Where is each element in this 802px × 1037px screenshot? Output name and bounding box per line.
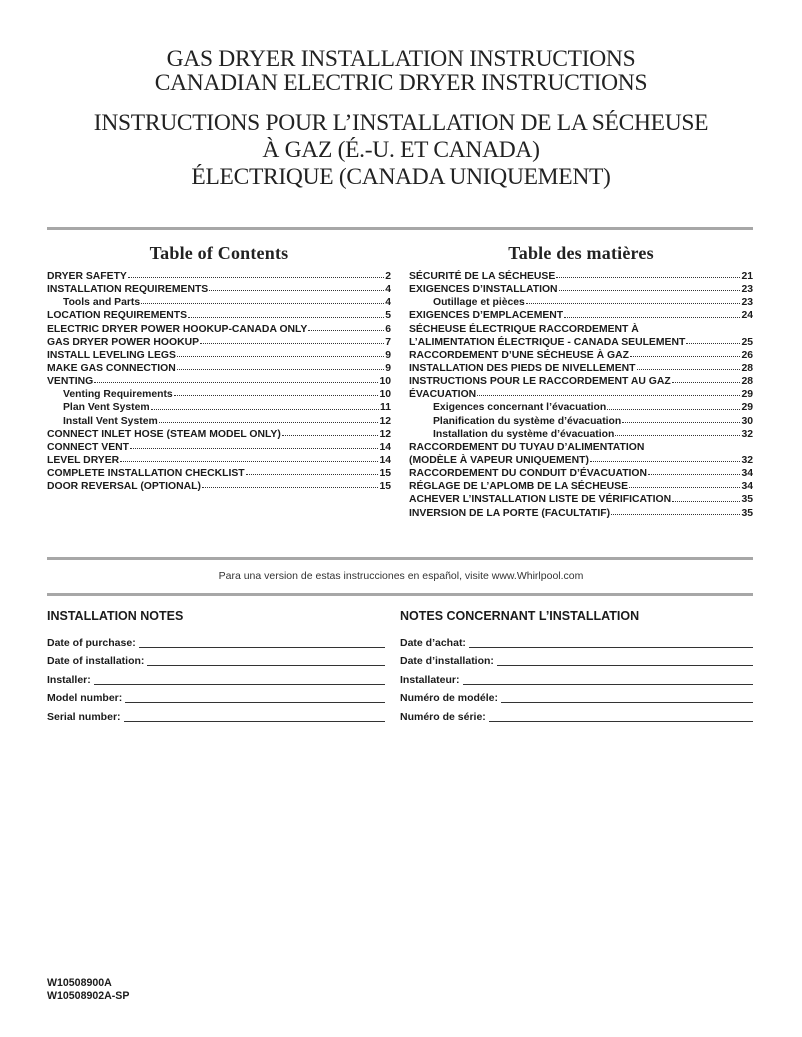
dot-leader [151, 408, 379, 410]
toc-entry-page: 10 [379, 389, 391, 401]
toc-entry-page: 12 [379, 415, 391, 427]
dot-leader [622, 421, 740, 423]
dot-leader [630, 355, 740, 357]
toc-entry[interactable] [409, 467, 753, 480]
toc-entry-label: INSTALLATION DES PIEDS DE NIVELLEMENT [409, 362, 636, 374]
toc-entry[interactable] [47, 270, 391, 283]
dot-leader [648, 473, 740, 475]
toc-entry[interactable] [47, 480, 391, 493]
toc-heading: Table of Contents [149, 243, 289, 263]
toc-entry-page: 30 [741, 415, 753, 427]
toc-entry-page: 2 [385, 271, 391, 282]
toc-entry-page: 28 [741, 362, 753, 374]
toc-entry-label: RACCORDEMENT DU TUYAU D’ALIMENTATION [409, 441, 645, 453]
document-code: W10508900A [47, 977, 112, 989]
toc-entry[interactable] [47, 283, 391, 296]
toc-entry-label: INSTALL LEVELING LEGS [47, 349, 176, 361]
dot-leader [615, 434, 740, 436]
dot-leader [637, 368, 741, 370]
toc-entry-label: GAS DRYER POWER HOOKUP [47, 336, 200, 348]
notes-field-blank-line[interactable] [489, 720, 753, 722]
notes-field-blank-line[interactable] [124, 720, 385, 722]
toc-entry[interactable] [409, 349, 753, 362]
toc-entry-page: 9 [385, 349, 391, 361]
dot-leader [120, 460, 378, 462]
toc-entry[interactable] [409, 507, 753, 520]
table-of-contents-en [47, 240, 391, 493]
notes-field-label: Numéro de modéle: [400, 692, 499, 704]
toc-entry[interactable] [409, 428, 753, 441]
toc-entry-page: 14 [379, 441, 391, 453]
toc-entry[interactable] [47, 441, 391, 454]
toc-entry[interactable] [47, 428, 391, 441]
toc-entry[interactable] [409, 388, 753, 401]
toc-entry[interactable] [409, 283, 753, 296]
dot-leader [629, 486, 740, 488]
toc-entry[interactable] [47, 309, 391, 322]
toc-entry-page: 29 [741, 402, 753, 414]
dot-leader [159, 421, 379, 423]
toc-entry-page: 29 [741, 389, 753, 401]
toc-entry-page: 23 [741, 284, 753, 296]
title-line: CANADIAN ELECTRIC DRYER INSTRUCTIONS [154, 70, 648, 96]
toc-entry[interactable] [409, 270, 753, 283]
toc-entry[interactable] [47, 375, 391, 388]
toc-entry-label: INVERSION DE LA PORTE (FACULTATIF) [409, 507, 611, 519]
toc-entry-label: LOCATION REQUIREMENTS [47, 310, 188, 322]
toc-entry[interactable] [409, 480, 753, 493]
notes-field-blank-line[interactable] [497, 664, 753, 666]
toc-entry-page: 5 [385, 310, 391, 322]
toc-entry-label: INSTALLATION REQUIREMENTS [47, 284, 209, 296]
notes-field-label: Installateur: [400, 673, 460, 686]
dot-leader [177, 355, 384, 357]
title-line: GAS DRYER INSTALLATION INSTRUCTIONS [166, 46, 636, 72]
dot-leader [611, 513, 740, 515]
notes-field-blank-line[interactable] [125, 701, 385, 703]
dot-leader [141, 302, 384, 304]
toc-entry-label: INSTRUCTIONS POUR LE RACCORDEMENT AU GAZ [409, 376, 671, 388]
toc-entry-label: SÉCHEUSE ÉLECTRIQUE RACCORDEMENT À [409, 323, 639, 335]
toc-entry[interactable] [47, 349, 391, 362]
dot-leader [556, 276, 740, 278]
toc-entry[interactable] [47, 467, 391, 480]
dot-leader [246, 473, 379, 475]
notes-field-blank-line[interactable] [139, 646, 385, 648]
toc-entry[interactable] [47, 362, 391, 375]
toc-entry-page: 14 [379, 454, 391, 466]
toc-entry[interactable] [409, 362, 753, 375]
toc-entry-page: 15 [379, 481, 391, 493]
dot-leader [672, 381, 741, 383]
toc-entry-label: Exigences concernant l’évacuation [433, 402, 607, 414]
toc-entry-label: SÉCURITÉ DE LA SÉCHEUSE [409, 271, 556, 282]
dot-leader [209, 289, 384, 291]
toc-entry-label: LEVEL DRYER [47, 454, 120, 466]
notes-field [47, 686, 385, 705]
notes-field-blank-line[interactable] [147, 664, 385, 666]
notes-field [400, 704, 753, 723]
notes-field-label: Numéro de série: [400, 710, 486, 723]
toc-entry-label: L’ALIMENTATION ÉLECTRIQUE - CANADA SEULEMENT [409, 336, 686, 348]
toc-entry-page: 34 [741, 468, 753, 480]
dot-leader [130, 447, 378, 449]
toc-entry-page: 9 [385, 362, 391, 374]
toc-entry-page: 6 [385, 323, 391, 335]
notes-heading: INSTALLATION NOTES [47, 609, 184, 623]
toc-entry-label: Plan Vent System [63, 402, 150, 414]
table-of-contents-fr [409, 240, 753, 520]
toc-entry-label: MAKE GAS CONNECTION [47, 362, 176, 374]
title-line: INSTRUCTIONS POUR L’INSTALLATION DE LA SÉCHEUSE [93, 110, 709, 136]
dot-leader [564, 316, 740, 318]
toc-list [409, 270, 753, 520]
toc-entry-page: 21 [741, 271, 753, 282]
dot-leader [128, 276, 384, 278]
toc-entry-page: 28 [741, 376, 753, 388]
notes-field-blank-line[interactable] [469, 646, 753, 648]
toc-entry-label: (MODÈLE À VAPEUR UNIQUEMENT) [409, 454, 589, 466]
notes-field [47, 667, 385, 686]
toc-entry-page: 25 [741, 336, 753, 348]
toc-list [47, 270, 391, 493]
dot-leader [177, 368, 384, 370]
toc-entry-label: CONNECT VENT [47, 441, 129, 453]
toc-heading: Table des matières [508, 243, 654, 263]
divider-rule [47, 557, 753, 560]
toc-entry-page: 4 [385, 297, 391, 309]
toc-entry-page: 24 [741, 310, 753, 322]
toc-entry-label: ÉVACUATION [409, 389, 477, 401]
toc-entry-label: RACCORDEMENT D’UNE SÉCHEUSE À GAZ [409, 349, 629, 361]
notes-field-label: Installer: [47, 673, 91, 686]
dot-leader [174, 394, 379, 396]
french-title [0, 110, 802, 191]
notes-field [47, 704, 385, 723]
notes-field [400, 649, 753, 668]
document-code: W10508902A-SP [47, 989, 130, 1002]
notes-field [400, 667, 753, 686]
notes-field-label: Model number: [47, 692, 123, 704]
toc-entry-label: Planification du système d’évacuation [433, 415, 622, 427]
toc-entry-page: 35 [741, 494, 753, 506]
toc-entry-page: 7 [385, 336, 391, 348]
toc-entry[interactable] [409, 309, 753, 322]
toc-entry[interactable] [47, 454, 391, 467]
dot-leader [590, 460, 741, 462]
dot-leader [686, 342, 740, 344]
divider-rule [47, 227, 753, 230]
dot-leader [477, 394, 740, 396]
toc-entry-label: Installation du système d’évacuation [433, 428, 615, 440]
toc-entry[interactable] [47, 401, 391, 414]
toc-entry-label: Venting Requirements [63, 389, 173, 401]
dot-leader [607, 408, 740, 410]
notes-field-blank-line[interactable] [94, 683, 385, 685]
toc-entry-page: 34 [741, 481, 753, 493]
spanish-version-note: Para una version de estas instrucciones en español, visite www.Whirlpool.com [218, 570, 584, 582]
toc-entry-page: 26 [741, 349, 753, 361]
dot-leader [188, 316, 384, 318]
toc-entry-page: 32 [741, 454, 753, 466]
toc-entry-label: RÉGLAGE DE L’APLOMB DE LA SÉCHEUSE [409, 481, 628, 493]
notes-field-label: Date d’installation: [400, 655, 494, 667]
divider-rule [47, 593, 753, 596]
dot-leader [672, 500, 740, 502]
toc-entry-label: DOOR REVERSAL (OPTIONAL) [47, 481, 201, 493]
toc-entry[interactable] [409, 336, 753, 349]
toc-entry[interactable] [409, 441, 753, 454]
notes-heading: NOTES CONCERNANT L’INSTALLATION [400, 609, 640, 623]
dot-leader [559, 289, 741, 291]
toc-entry[interactable] [409, 493, 753, 506]
toc-entry-label: RACCORDEMENT DU CONDUIT D’ÉVACUATION [409, 468, 648, 480]
toc-entry[interactable] [47, 388, 391, 401]
toc-entry-page: 35 [741, 507, 753, 519]
installation-notes-fr [400, 608, 753, 723]
toc-entry-label: VENTING [47, 376, 94, 388]
toc-entry-label: Tools and Parts [63, 297, 141, 309]
toc-entry[interactable] [409, 296, 753, 309]
installation-notes-en [47, 608, 385, 723]
notes-field-blank-line[interactable] [501, 701, 753, 703]
toc-entry-label: CONNECT INLET HOSE (STEAM MODEL ONLY) [47, 428, 281, 440]
toc-entry-label: ELECTRIC DRYER POWER HOOKUP-CANADA ONLY [47, 323, 308, 335]
notes-field [400, 686, 753, 705]
toc-entry[interactable] [409, 323, 753, 336]
dot-leader [282, 434, 379, 436]
notes-field [47, 649, 385, 668]
notes-field [400, 630, 753, 649]
toc-entry-page: 32 [741, 428, 753, 440]
notes-field-label: Serial number: [47, 710, 121, 723]
toc-entry[interactable] [409, 454, 753, 467]
notes-field-label: Date of purchase: [47, 636, 136, 649]
dot-leader [200, 342, 384, 344]
toc-entry-page: 4 [385, 284, 391, 296]
toc-entry-label: Install Vent System [63, 415, 158, 427]
title-line: ÉLECTRIQUE (CANADA UNIQUEMENT) [191, 164, 611, 190]
toc-entry-label: EXIGENCES D’INSTALLATION [409, 284, 558, 296]
notes-field-label: Date of installation: [47, 655, 145, 667]
toc-entry-page: 12 [379, 428, 391, 440]
toc-entry-label: COMPLETE INSTALLATION CHECKLIST [47, 468, 245, 480]
toc-entry-label: EXIGENCES D’EMPLACEMENT [409, 310, 564, 322]
toc-entry[interactable] [47, 336, 391, 349]
toc-entry[interactable] [47, 323, 391, 336]
notes-field-label: Date d’achat: [400, 636, 466, 649]
toc-entry[interactable] [47, 296, 391, 309]
title-line: À GAZ (É.-U. ET CANADA) [262, 137, 540, 163]
english-title [0, 47, 802, 95]
dot-leader [94, 381, 378, 383]
toc-entry[interactable] [47, 415, 391, 428]
toc-entry[interactable] [409, 375, 753, 388]
toc-entry-label: DRYER SAFETY [47, 271, 127, 282]
toc-entry-page: 11 [380, 402, 391, 414]
notes-field [47, 630, 385, 649]
toc-entry-label: ACHEVER L’INSTALLATION LISTE DE VÉRIFICATION [409, 494, 672, 506]
toc-entry-page: 15 [379, 468, 391, 480]
notes-field-blank-line[interactable] [463, 683, 753, 685]
dot-leader [526, 302, 741, 304]
dot-leader [202, 486, 378, 488]
toc-entry[interactable] [409, 401, 753, 414]
document-codes [47, 977, 129, 1002]
toc-entry-page: 10 [379, 376, 391, 388]
toc-entry-page: 23 [741, 297, 753, 309]
toc-entry[interactable] [409, 415, 753, 428]
toc-entry-label: Outillage et pièces [433, 297, 525, 309]
dot-leader [308, 329, 384, 331]
